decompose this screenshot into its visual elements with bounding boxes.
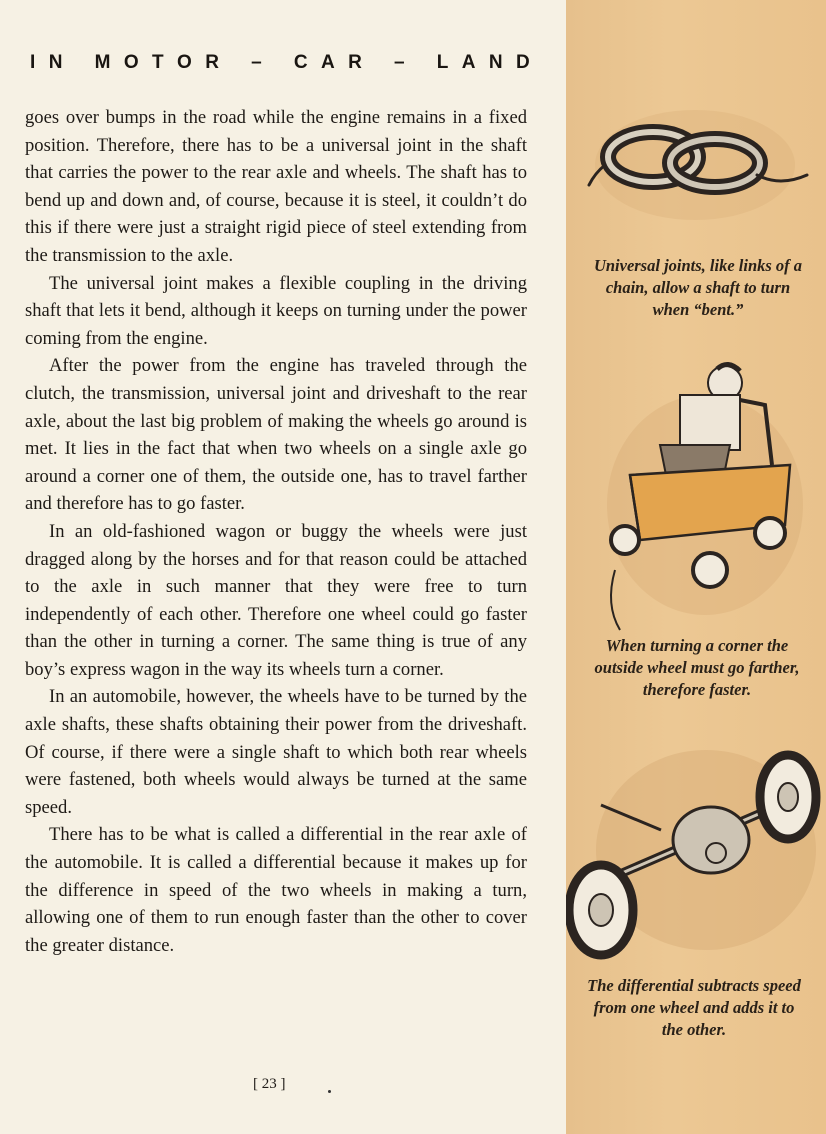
page-number: [ 23 ] [253,1076,286,1092]
header-letter [76,52,81,74]
header-letter: – [251,52,262,73]
header-letter [275,52,280,74]
header-letter [375,52,380,74]
header-letter: R [205,52,219,73]
running-header [30,52,530,74]
header-letter: N [488,52,503,73]
header-letter: C [293,52,308,73]
header-letter: M [94,52,111,73]
chain-caption: Universal joints, like links of a chain, allow a shaft to turn when “bent.” [593,256,803,319]
wagon-caption: When turning a corner the outside wheel must go farther, therefore faster. [594,636,800,699]
header-letter: O [123,52,139,73]
header-letter: A [320,52,335,73]
paragraph: In an old-fashioned wagon or buggy the wheels were just dragged along by the horses and for that reason could be attached to the axle in such manner that they were free to turn independently of each other. Therefore one wheel could go faster than the other in turning a corner. The same thing is true of any boy’s express wagon in the way its wheels turn a corner. [25,520,527,680]
header-letter: O [177,52,192,73]
header-letter: L [436,52,449,73]
paragraph: There has to be what is called a differential in the rear axle of the automobile. It is called a differential because it makes up for the difference in speed of the two wheels in making a turn, allowing one of them to run enough faster than the other to cover the greater distance. [25,824,527,956]
header-letter: R [348,52,362,73]
paragraph: goes over bumps in the road while the engine remains in a fixed position. Therefore, there has to be a universal joint in the shaft that carries the power to the rear axle and wheels. The shaft has to bend up and down and, of course, because it is steel, it couldn’t do this if there were just a straight rigid piece of steel extending from the transmission to the axle. [25,107,527,266]
header-letter: – [393,52,405,73]
paragraph: In an automobile, however, the wheels have to be turned by the axle shafts, these shafts obtaining their power from the driveshaft. Of course, if there were a single shaft to which both rear wheels were fastened, both wheels would always be turned at the same speed. [25,686,527,818]
differential-illustration [566,735,824,960]
body-text [25,104,527,959]
header-letter: A [461,52,476,73]
paragraph: After the power from the engine has traveled through the clutch, the transmission, universal joint and driveshaft to the rear axle, about the last big problem of making the wheels go around is met. It lies in the fact that when two wheels on a single axle go around a corner one of them, the outside one, has to travel farther and therefore has to go faster. [25,355,527,515]
header-letter [418,52,423,74]
header-letter: N [48,52,63,73]
header-letter: T [152,52,164,73]
header-letter: I [30,52,36,73]
ink-speck [328,1090,331,1093]
wagon-illustration [600,355,805,635]
chain-illustration [585,95,810,255]
differential-caption: The differential subtracts speed from one wheel and adds it to the other. [587,976,801,1039]
header-letter [232,52,237,74]
paragraph: The universal joint makes a flexible coupling in the driving shaft that lets it bend, although it keeps on turning under the power coming from the engine. [25,272,527,349]
header-letter: D [516,52,530,73]
